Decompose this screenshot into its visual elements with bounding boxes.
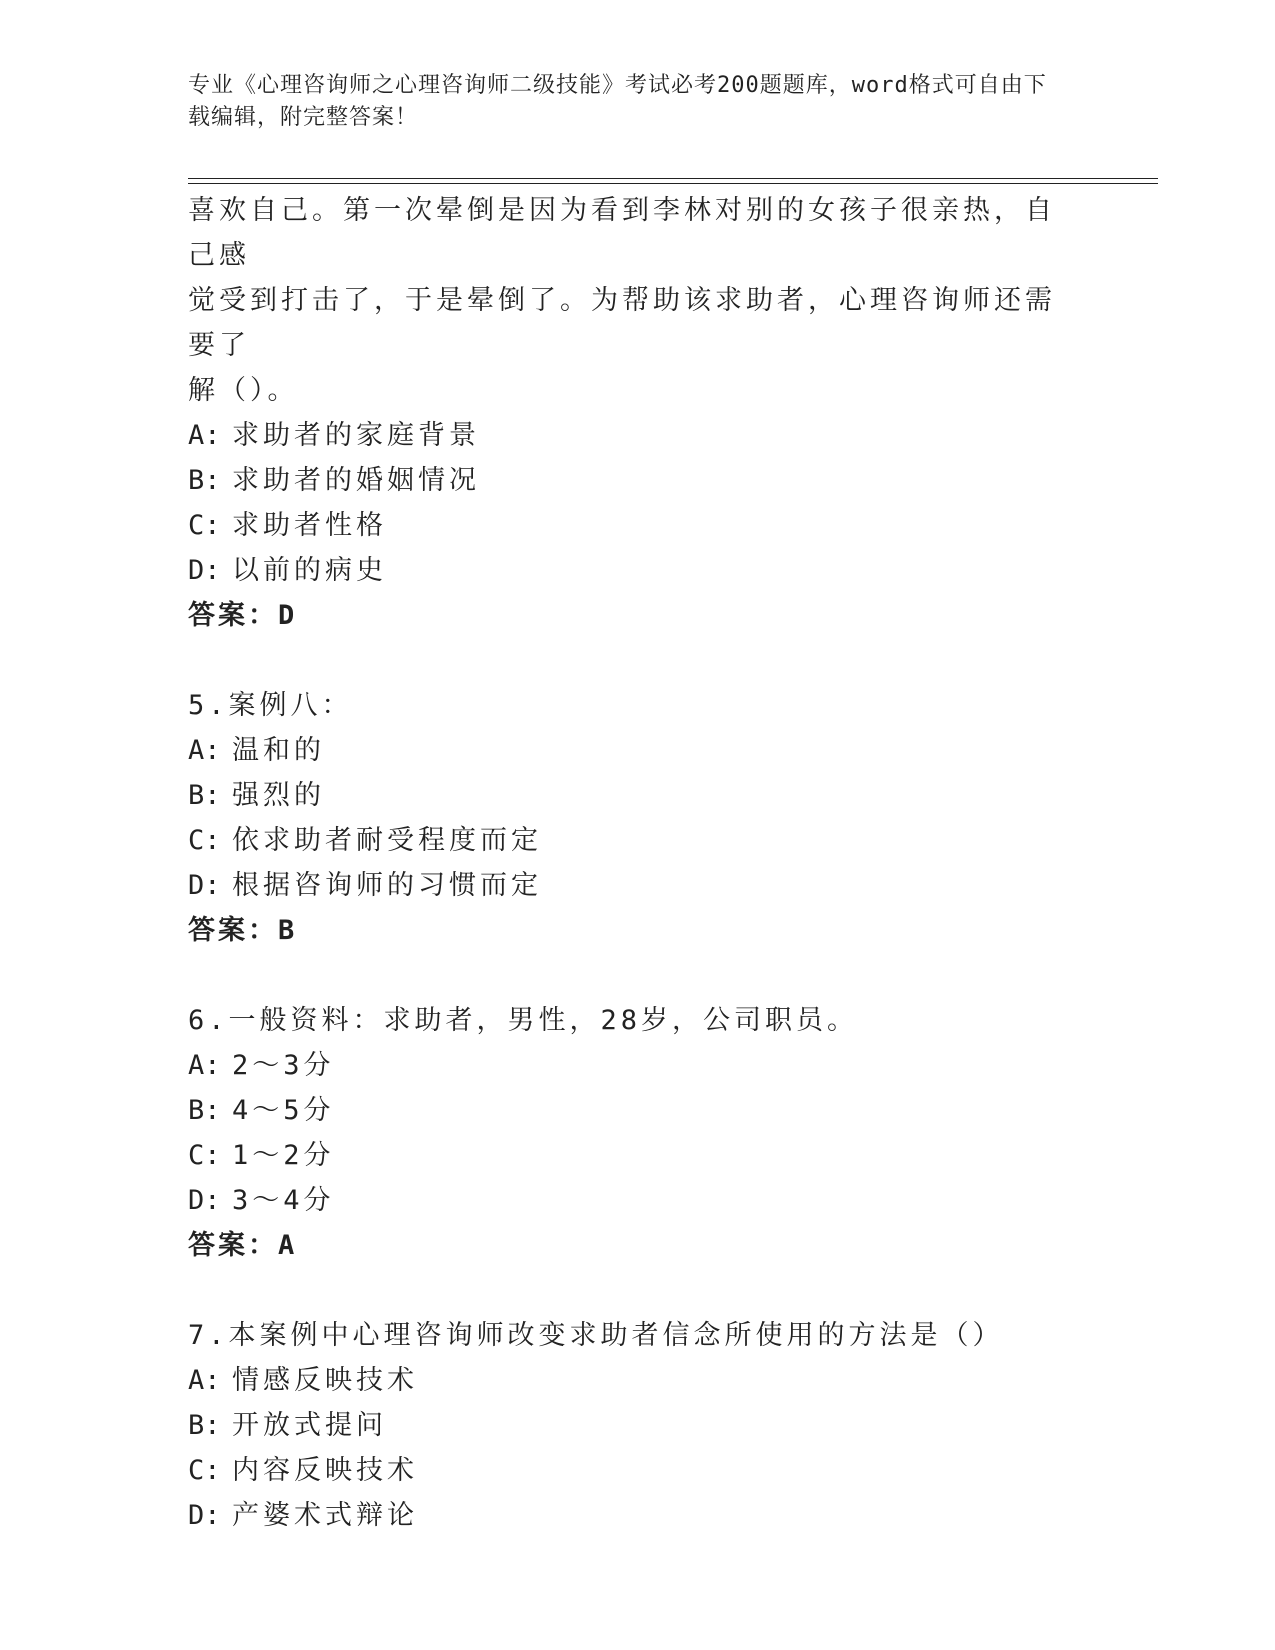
option-d <box>188 1493 1068 1538</box>
header-rule-bottom <box>188 183 1158 184</box>
question-stem: 5.案例八： <box>188 690 353 721</box>
option-text: 情感反映技术 <box>232 1365 418 1396</box>
option-letter: A: <box>188 420 221 451</box>
question-stem: 6.一般资料：求助者，男性，28岁，公司职员。 <box>188 1005 859 1036</box>
option-text: 内容反映技术 <box>232 1455 418 1486</box>
option-a <box>188 728 1068 773</box>
option-d <box>188 548 1068 593</box>
option-text: 温和的 <box>232 735 325 766</box>
option-text: 根据咨询师的习惯而定 <box>232 870 542 901</box>
option-a <box>188 1358 1068 1403</box>
option-letter: B: <box>188 1410 221 1441</box>
question-stem: 7.本案例中心理咨询师改变求助者信念所使用的方法是（） <box>188 1320 1004 1351</box>
option-d <box>188 1178 1068 1223</box>
header-text: 专业《心理咨询师之心理咨询师二级技能》考试必考200题题库，word格式可自由下载编辑，附完整答案！ <box>188 73 1047 130</box>
option-letter: C: <box>188 825 221 856</box>
option-text: 求助者性格 <box>232 510 387 541</box>
option-letter: D: <box>188 870 221 901</box>
option-letter: C: <box>188 1140 221 1171</box>
answer-line: 答案：D <box>188 600 298 631</box>
option-c <box>188 503 1068 548</box>
option-letter: B: <box>188 1095 221 1126</box>
document-body <box>188 188 1068 1538</box>
option-letter: B: <box>188 780 221 811</box>
option-text: 开放式提问 <box>232 1410 387 1441</box>
question-5 <box>188 683 1068 954</box>
option-text: 求助者的家庭背景 <box>232 420 480 451</box>
option-c <box>188 1133 1068 1178</box>
option-letter: A: <box>188 1050 221 1081</box>
option-text: 2～3分 <box>232 1050 335 1081</box>
option-b <box>188 458 1068 503</box>
option-letter: B: <box>188 465 221 496</box>
option-letter: A: <box>188 735 221 766</box>
option-text: 4～5分 <box>232 1095 335 1126</box>
answer-line: 答案：B <box>188 915 298 946</box>
option-a <box>188 413 1068 458</box>
question-text-line: 喜欢自己。第一次晕倒是因为看到李林对别的女孩子很亲热，自己感 <box>188 195 1056 271</box>
question-6 <box>188 998 1068 1269</box>
option-c <box>188 818 1068 863</box>
question-continuation <box>188 188 1068 639</box>
option-a <box>188 1043 1068 1088</box>
option-text: 求助者的婚姻情况 <box>232 465 480 496</box>
option-letter: D: <box>188 1185 221 1216</box>
option-text: 1～2分 <box>232 1140 335 1171</box>
option-letter: D: <box>188 1500 221 1531</box>
option-letter: C: <box>188 510 221 541</box>
option-b <box>188 773 1068 818</box>
option-b <box>188 1088 1068 1133</box>
question-text-line: 解（）。 <box>188 375 299 406</box>
option-c <box>188 1448 1068 1493</box>
option-text: 3～4分 <box>232 1185 335 1216</box>
option-text: 以前的病史 <box>232 555 387 586</box>
option-d <box>188 863 1068 908</box>
option-letter: D: <box>188 555 221 586</box>
option-text: 依求助者耐受程度而定 <box>232 825 542 856</box>
option-letter: C: <box>188 1455 221 1486</box>
option-b <box>188 1403 1068 1448</box>
option-text: 强烈的 <box>232 780 325 811</box>
header-rule-top <box>188 178 1158 179</box>
page-header <box>188 70 1068 134</box>
question-7 <box>188 1313 1068 1538</box>
answer-line: 答案：A <box>188 1230 298 1261</box>
option-letter: A: <box>188 1365 221 1396</box>
option-text: 产婆术式辩论 <box>232 1500 418 1531</box>
question-text-line: 觉受到打击了，于是晕倒了。为帮助该求助者，心理咨询师还需要了 <box>188 285 1056 361</box>
